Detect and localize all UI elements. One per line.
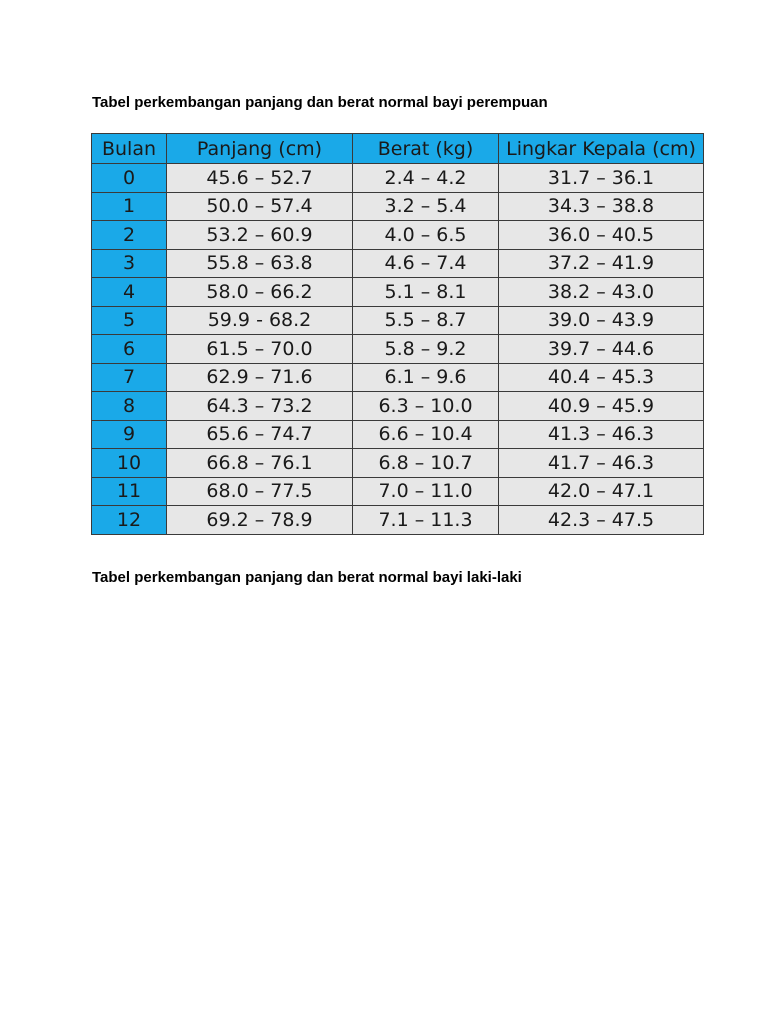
weight-cell: 6.8 – 10.7 bbox=[353, 449, 499, 478]
male-table-heading: Tabel perkembangan panjang dan berat normal bayi laki-laki bbox=[92, 569, 522, 586]
weight-cell: 6.3 – 10.0 bbox=[353, 392, 499, 421]
table-row bbox=[92, 164, 704, 193]
weight-cell: 6.1 – 9.6 bbox=[353, 363, 499, 392]
head-circumference-cell: 42.0 – 47.1 bbox=[499, 477, 704, 506]
month-cell: 12 bbox=[92, 506, 167, 535]
length-cell: 55.8 – 63.8 bbox=[167, 249, 353, 278]
head-circumference-cell: 40.9 – 45.9 bbox=[499, 392, 704, 421]
weight-cell: 7.0 – 11.0 bbox=[353, 477, 499, 506]
month-cell: 11 bbox=[92, 477, 167, 506]
column-header-head-circumference: Lingkar Kepala (cm) bbox=[499, 134, 704, 164]
length-cell: 68.0 – 77.5 bbox=[167, 477, 353, 506]
table-row bbox=[92, 477, 704, 506]
month-cell: 6 bbox=[92, 335, 167, 364]
month-cell: 1 bbox=[92, 192, 167, 221]
month-cell: 7 bbox=[92, 363, 167, 392]
head-circumference-cell: 39.7 – 44.6 bbox=[499, 335, 704, 364]
length-cell: 45.6 – 52.7 bbox=[167, 164, 353, 193]
table-header-row bbox=[92, 134, 704, 164]
table-row bbox=[92, 420, 704, 449]
head-circumference-cell: 39.0 – 43.9 bbox=[499, 306, 704, 335]
column-header-month: Bulan bbox=[92, 134, 167, 164]
column-header-weight: Berat (kg) bbox=[353, 134, 499, 164]
head-circumference-cell: 38.2 – 43.0 bbox=[499, 278, 704, 307]
table-row bbox=[92, 449, 704, 478]
table-row bbox=[92, 221, 704, 250]
head-circumference-cell: 31.7 – 36.1 bbox=[499, 164, 704, 193]
weight-cell: 5.1 – 8.1 bbox=[353, 278, 499, 307]
weight-cell: 2.4 – 4.2 bbox=[353, 164, 499, 193]
table-row bbox=[92, 363, 704, 392]
month-cell: 0 bbox=[92, 164, 167, 193]
weight-cell: 3.2 – 5.4 bbox=[353, 192, 499, 221]
length-cell: 66.8 – 76.1 bbox=[167, 449, 353, 478]
length-cell: 64.3 – 73.2 bbox=[167, 392, 353, 421]
length-cell: 65.6 – 74.7 bbox=[167, 420, 353, 449]
column-header-length: Panjang (cm) bbox=[167, 134, 353, 164]
length-cell: 69.2 – 78.9 bbox=[167, 506, 353, 535]
table-row bbox=[92, 278, 704, 307]
weight-cell: 6.6 – 10.4 bbox=[353, 420, 499, 449]
weight-cell: 5.8 – 9.2 bbox=[353, 335, 499, 364]
head-circumference-cell: 40.4 – 45.3 bbox=[499, 363, 704, 392]
head-circumference-cell: 41.7 – 46.3 bbox=[499, 449, 704, 478]
head-circumference-cell: 37.2 – 41.9 bbox=[499, 249, 704, 278]
head-circumference-cell: 41.3 – 46.3 bbox=[499, 420, 704, 449]
table-row bbox=[92, 335, 704, 364]
month-cell: 8 bbox=[92, 392, 167, 421]
length-cell: 59.9 - 68.2 bbox=[167, 306, 353, 335]
length-cell: 62.9 – 71.6 bbox=[167, 363, 353, 392]
weight-cell: 5.5 – 8.7 bbox=[353, 306, 499, 335]
month-cell: 9 bbox=[92, 420, 167, 449]
month-cell: 10 bbox=[92, 449, 167, 478]
head-circumference-cell: 36.0 – 40.5 bbox=[499, 221, 704, 250]
weight-cell: 7.1 – 11.3 bbox=[353, 506, 499, 535]
female-table-heading: Tabel perkembangan panjang dan berat normal bayi perempuan bbox=[92, 94, 548, 111]
month-cell: 3 bbox=[92, 249, 167, 278]
length-cell: 58.0 – 66.2 bbox=[167, 278, 353, 307]
table-row bbox=[92, 249, 704, 278]
length-cell: 61.5 – 70.0 bbox=[167, 335, 353, 364]
table-row bbox=[92, 392, 704, 421]
table-row bbox=[92, 192, 704, 221]
weight-cell: 4.0 – 6.5 bbox=[353, 221, 499, 250]
head-circumference-cell: 34.3 – 38.8 bbox=[499, 192, 704, 221]
growth-table bbox=[91, 133, 704, 535]
weight-cell: 4.6 – 7.4 bbox=[353, 249, 499, 278]
length-cell: 53.2 – 60.9 bbox=[167, 221, 353, 250]
table-row bbox=[92, 506, 704, 535]
month-cell: 4 bbox=[92, 278, 167, 307]
head-circumference-cell: 42.3 – 47.5 bbox=[499, 506, 704, 535]
length-cell: 50.0 – 57.4 bbox=[167, 192, 353, 221]
month-cell: 2 bbox=[92, 221, 167, 250]
table-row bbox=[92, 306, 704, 335]
month-cell: 5 bbox=[92, 306, 167, 335]
